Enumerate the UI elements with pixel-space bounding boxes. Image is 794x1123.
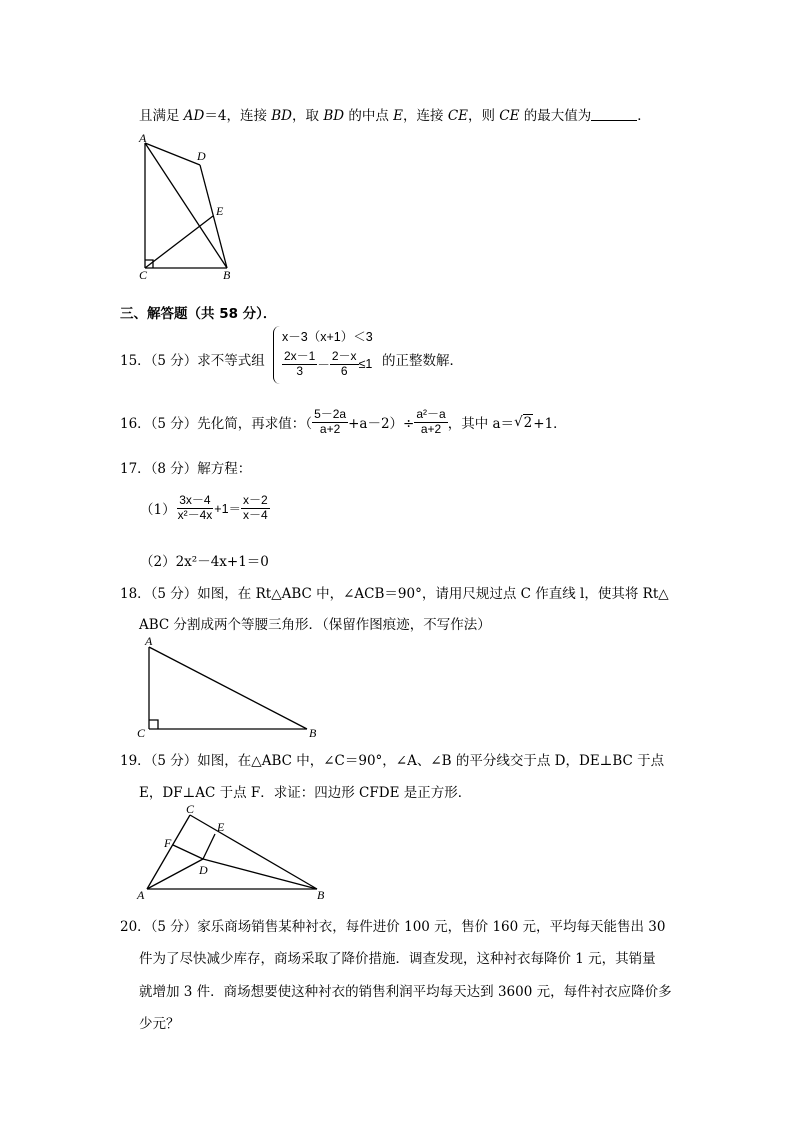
q17-frac2 (241, 494, 270, 523)
seg-cb (190, 815, 317, 889)
q15-f1-den: 3 (296, 363, 304, 378)
q14-t7: 的最大值为 (519, 108, 592, 124)
q16-sqrt: 2 (523, 414, 533, 431)
q14-t6: ，则 (468, 108, 500, 124)
q16-cond: ，其中 a＝ (447, 416, 515, 433)
system-brace (273, 326, 280, 384)
q17-f1-num: 3x－4 (179, 493, 211, 507)
q18-line2: ABC 分割成两个等腰三角形．（保留作图痕迹，不写作法） (139, 617, 491, 633)
q17-part2: （2）2x²－4x+1＝0 (140, 554, 269, 570)
right-angle-mark (149, 720, 158, 729)
q14-v3: BD (323, 108, 345, 124)
label-e: E (216, 204, 224, 218)
q20-line3: 就增加 3 件．商场想要使这种衬衣的销售利润平均每天达到 3600 元，每件衬衣应降价多 (139, 984, 672, 1000)
q14-v5: CE (447, 108, 468, 124)
q16-line (120, 408, 567, 437)
label-b: B (223, 268, 231, 282)
figure-q18 (135, 633, 325, 741)
q17-f1-den: x²－4x (177, 507, 213, 522)
q16-frac1 (312, 408, 348, 437)
q14-v2: BD (271, 108, 293, 124)
q17-part1 (140, 494, 270, 523)
q16-prefix: 16．（5 分）先化简，再求值：（ (120, 416, 313, 433)
seg-ab (149, 647, 307, 729)
q20-line2: 件为了尽快减少库存，商场采取了降价措施．调查发现，这种衬衣每降价 1 元，其销量 (139, 951, 656, 967)
q20-line4: 少元？ (139, 1016, 180, 1032)
label-a: A (137, 888, 145, 902)
q14-t3: ，取 (292, 108, 324, 124)
q14-v4: E (393, 108, 404, 124)
label-c: C (139, 268, 148, 282)
q16-f2-num: a²－a (416, 407, 446, 421)
label-d: D (199, 863, 208, 877)
q16-f2-den: a+2 (420, 421, 442, 436)
q15-frac1 (282, 350, 317, 379)
figure-q19 (133, 803, 333, 903)
seg-ce (145, 216, 213, 268)
q16-tail: +1． (533, 416, 567, 433)
q16-f1-num: 5－2a (314, 407, 347, 421)
label-e: E (217, 820, 225, 834)
q18-line1: 18．（5 分）如图，在 Rt△ABC 中，∠ACB＝90°，请用尺规过点 C 作直线 l，使其将 Rt△ (120, 586, 669, 602)
q15-f2-num: 2－x (331, 349, 357, 363)
seg-ab (145, 143, 227, 268)
seg-ad (145, 143, 200, 165)
seg-df (173, 845, 203, 859)
q17-p1-label: （1） (140, 502, 176, 519)
label-c: C (186, 803, 195, 816)
q15-line2 (282, 350, 372, 379)
label-a: A (145, 634, 153, 648)
q15-line1: x－3（x+1）＜3 (282, 330, 373, 344)
label-c: C (137, 726, 146, 740)
label-f: F (164, 836, 172, 850)
q17-p1-mid: +1＝ (214, 502, 242, 517)
section-title: 三、解答题（共 58 分）． (120, 306, 277, 322)
q19-line2: E，DF⊥AC 于点 F．求证：四边形 CFDE 是正方形． (139, 785, 472, 801)
q15-suffix: 的正整数解． (382, 353, 463, 369)
q20-line1: 20．（5 分）家乐商场销售某种衬衣，每件进价 100 元，售价 160 元，平均每天能售出 30 (120, 919, 666, 935)
q15-frac2 (330, 350, 359, 379)
q14-t2: ＝4，连接 (204, 108, 272, 124)
q15-f1-num: 2x－1 (284, 349, 316, 363)
q17-f2-den: x－4 (243, 507, 268, 522)
label-b: B (309, 726, 317, 740)
q14-t5: ，连接 (403, 108, 448, 124)
q19-line1: 19．（5 分）如图，在△ABC 中，∠C＝90°，∠A、∠B 的平分线交于点 D，DE⊥BC 于点 (120, 753, 665, 769)
q14-t8: ． (637, 108, 651, 124)
figure-q14 (130, 132, 240, 282)
q14-v1: AD (183, 108, 205, 124)
q15-prefix: 15．（5 分）求不等式组 (120, 353, 265, 369)
q15-le: ≤1 (358, 357, 373, 372)
sqrt-icon: √ (514, 414, 523, 431)
q14-t4: 的中点 (344, 108, 394, 124)
q17-f2-num: x－2 (243, 493, 268, 507)
seg-bd (203, 859, 317, 889)
label-d: D (197, 149, 206, 163)
label-b: B (317, 888, 325, 902)
q16-frac2 (414, 408, 447, 437)
label-a: A (139, 132, 147, 145)
q17-head: 17．（8 分）解方程： (120, 461, 252, 477)
q15-minus: － (317, 358, 330, 373)
q14-text (139, 104, 651, 124)
q14-v6: CE (499, 108, 520, 124)
seg-de (203, 834, 215, 859)
q16-mid: +a－2）÷ (348, 416, 415, 433)
q14-t1: 且满足 (139, 108, 184, 124)
answer-blank[interactable] (591, 120, 637, 121)
q17-frac1 (176, 494, 215, 523)
q16-f1-den: a+2 (319, 421, 341, 436)
q15-f2-den: 6 (340, 363, 348, 378)
